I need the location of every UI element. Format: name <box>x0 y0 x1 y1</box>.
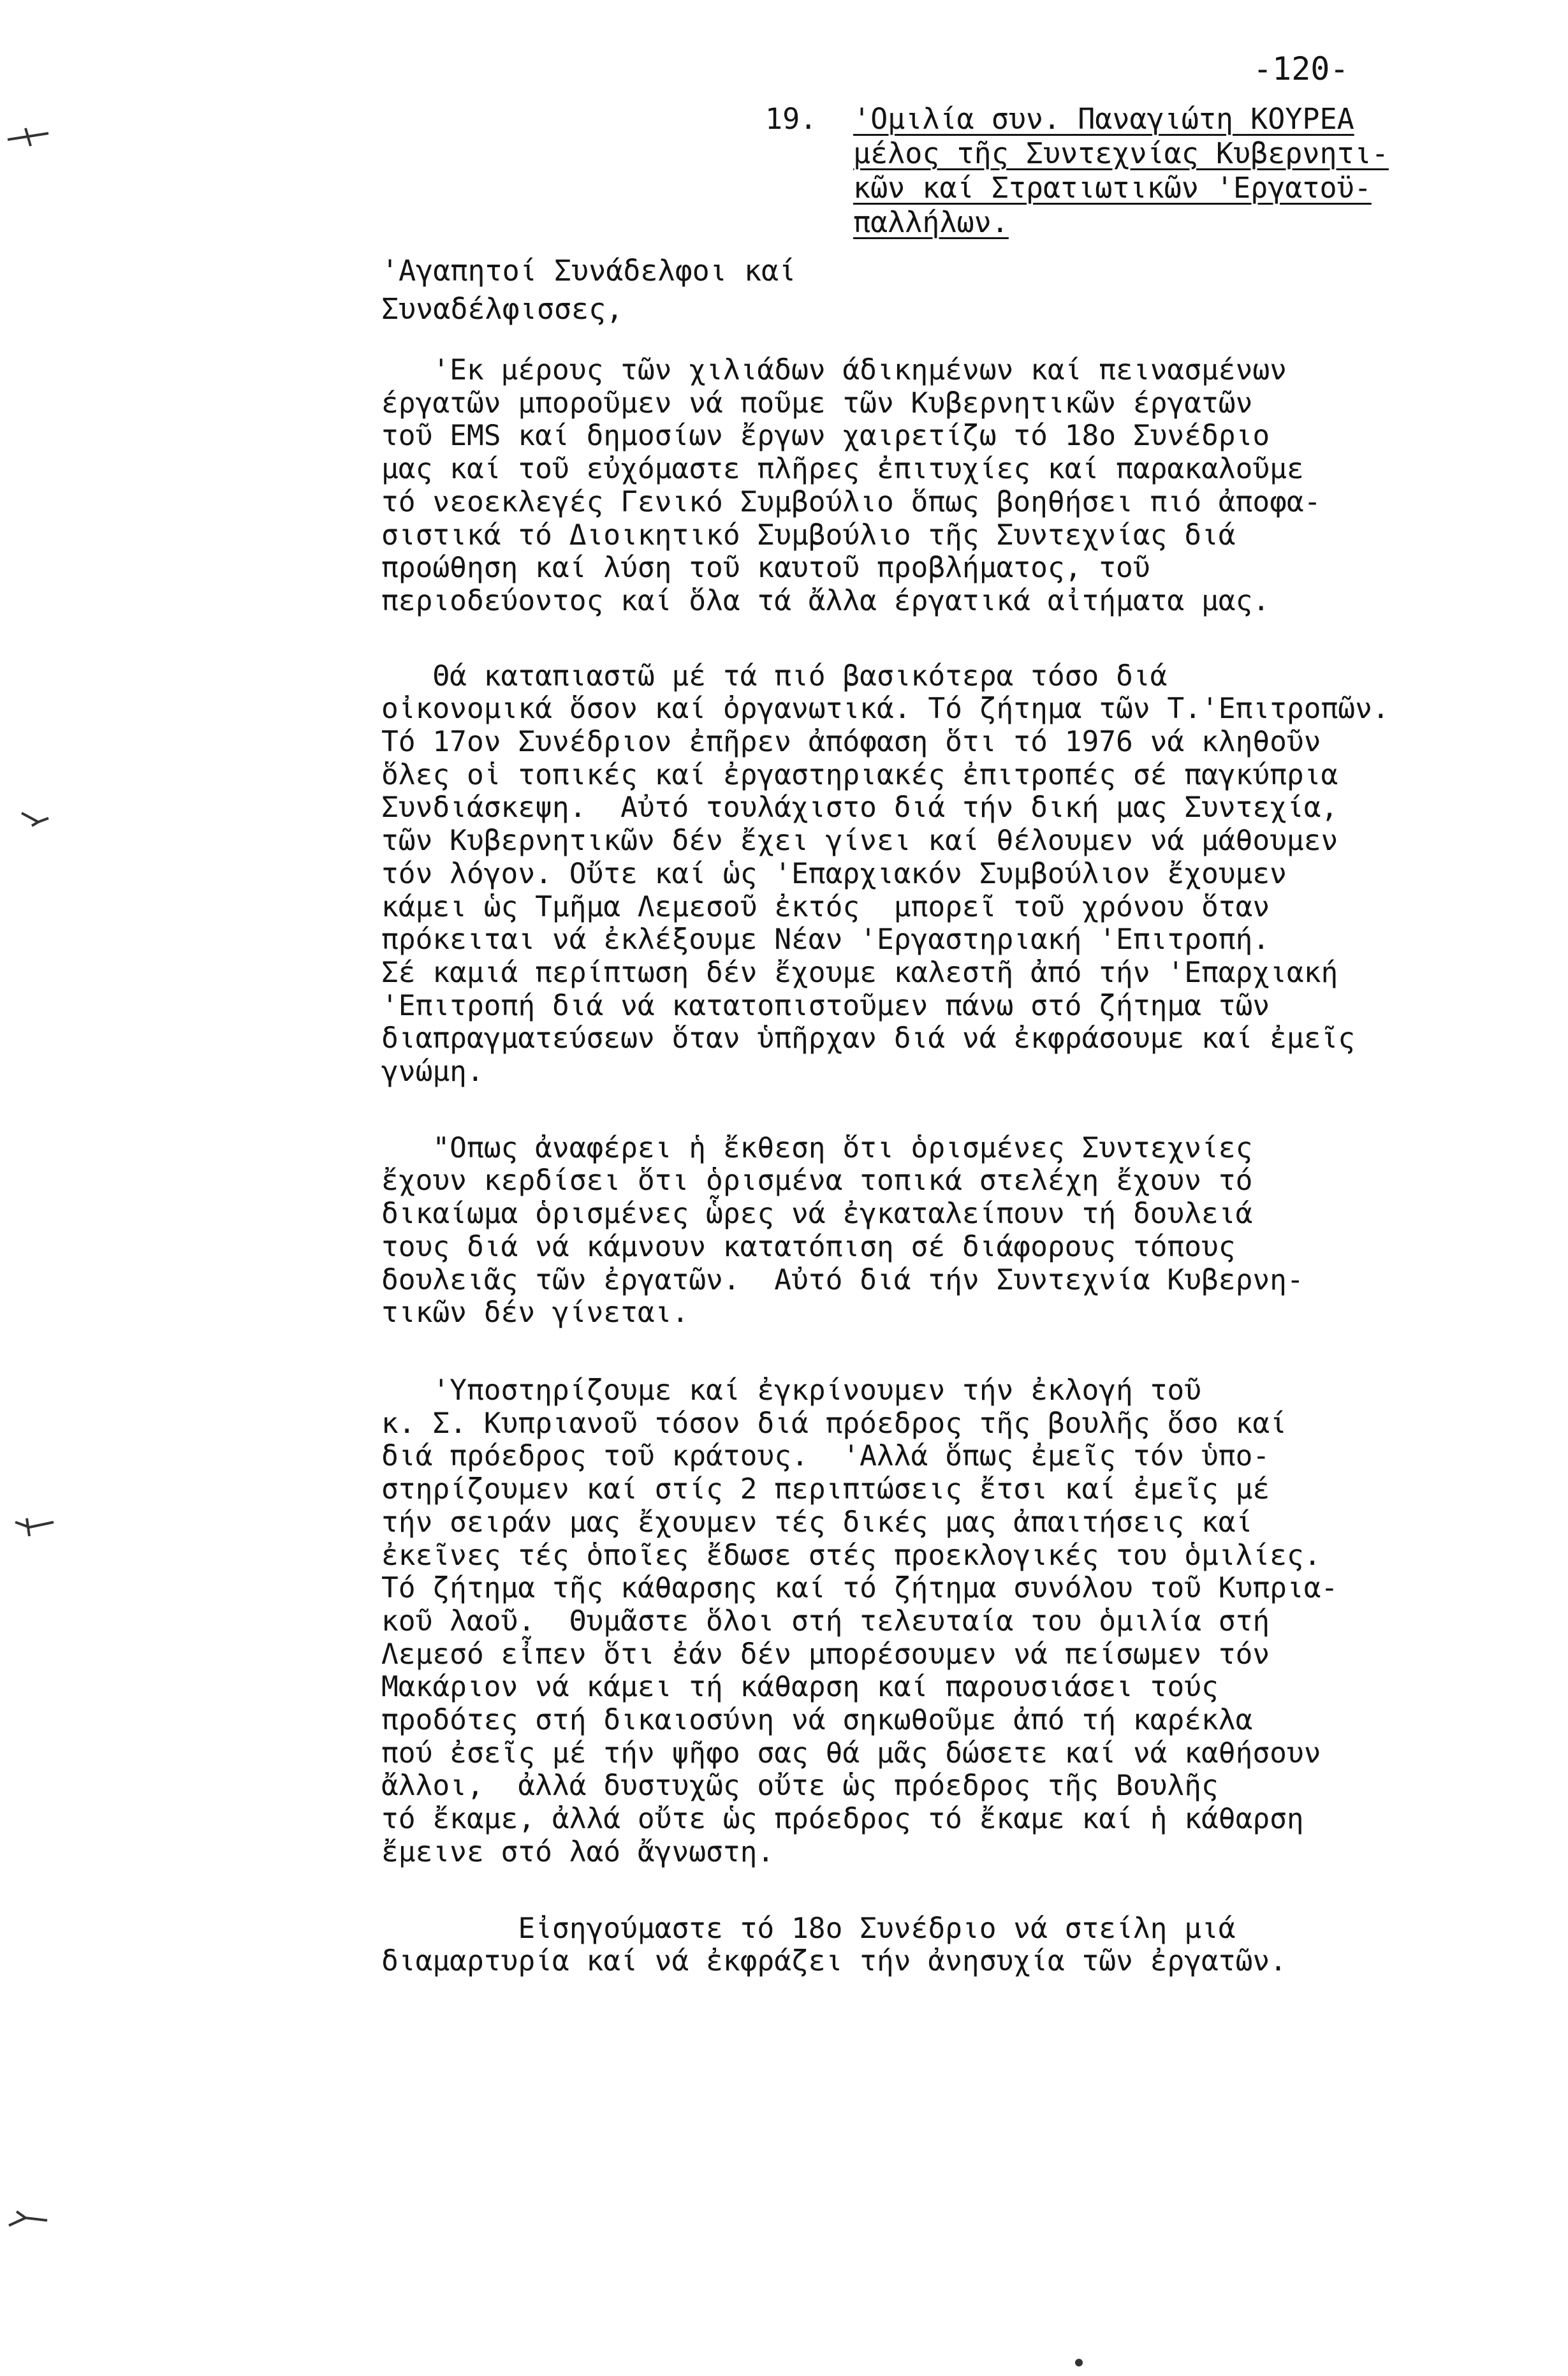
text-line: Θά καταπιαστῶ μέ τά πιό βασικότερα τόσο διά <box>381 659 1168 693</box>
text-line: "Οπως ἀναφέρει ἡ ἔκθεση ὅτι ὁρισμένες Συντεχνίες <box>381 1131 1253 1164</box>
heading-title <box>853 102 1440 240</box>
text-line: δουλειᾶς τῶν ἐργατῶν. Αὐτό διά τήν Συντεχνία Κυβερνη- <box>381 1263 1304 1296</box>
paragraph-support <box>381 1374 1516 1869</box>
text-line: ἄλλοι, ἀλλά δυστυχῶς οὔτε ὡς πρόεδρος τῆς Βουλῆς <box>381 1770 1219 1803</box>
text-line: ἔμεινε στό λαό ἄγνωστη. <box>381 1835 775 1868</box>
text-line: κ. Σ. Κυπριανοῦ τόσον διά πρόεδρος τῆς βουλῆς ὅσο καί <box>381 1407 1287 1440</box>
text-line: τόν λόγον. Οὔτε καί ὡς 'Επαρχιακόν Συμβούλιον ἔχουμεν <box>381 857 1287 890</box>
text-line: μας καί τοῦ εὐχόμαστε πλῆρες ἐπιτυχίες καί παρακαλοῦμε <box>381 453 1304 486</box>
salutation-line: Συναδέλφισσες, <box>381 292 624 326</box>
paragraph-report <box>381 1132 1516 1330</box>
margin-mark <box>1073 2343 1085 2376</box>
text-line: Μακάριον νά κάμει τή κάθαρση καί παρουσιάσει τούς <box>381 1671 1219 1704</box>
text-line: 'Εκ μέρους τῶν χιλιάδων άδικημένων καί πεινασμένων <box>381 354 1287 386</box>
text-line: περιοδεύοντος καί ὅλα τά ἄλλα έργατικά αἰτήματα μας. <box>381 584 1270 617</box>
paragraph-proposal <box>381 1912 1516 1978</box>
text-line: Τό ζήτημα τῆς κάθαρσης καί τό ζήτημα συνόλου τοῦ Κυπρια- <box>381 1572 1338 1605</box>
text-line: τους διά νά κάμνουν κατατόπιση σέ διάφορους τόπους <box>381 1230 1236 1263</box>
text-line: τό ἔκαμε, ἀλλά οὔτε ὡς πρόεδρος τό ἔκαμε καί ἡ κάθαρση <box>381 1803 1304 1836</box>
text-line: σιστικά τό Διοικητικό Συμβούλιο τῆς Συντεχνίας διά <box>381 518 1236 552</box>
heading-line: μέλος τῆς Συντεχνίας Κυβερνητι- <box>853 136 1389 170</box>
text-line: διά πρόεδρος τοῦ κράτους. 'Αλλά ὅπως ἐμεῖς τόν ὑπο- <box>381 1440 1270 1473</box>
text-line: οἰκονομικά ὅσον καί ὀργανωτικά. Τό ζήτημα τῶν Τ.'Επιτροπῶν. <box>381 693 1389 726</box>
text-line: κάμει ὡς Τμῆμα Λεμεσοῦ ἐκτός μπορεῖ τοῦ χρόνου ὅταν <box>381 890 1270 923</box>
text-line: διαπραγματεύσεων ὅταν ὑπῆρχαν διά νά ἐκφράσουμε καί ἐμεῖς <box>381 1022 1356 1055</box>
heading-line: παλλήλων. <box>853 205 1009 239</box>
text-line: 'Υποστηρίζουμε καί ἐγκρίνουμεν τήν ἐκλογή τοῦ <box>381 1374 1201 1407</box>
text-line: Συνδιάσκεψη. Αὐτό τουλάχιστο διά τήν δική μας Συντεχία, <box>381 791 1338 825</box>
margin-mark <box>6 124 51 157</box>
text-line: κοῦ λαοῦ. Θυμᾶστε ὅλοι στή τελευταία του ὁμιλία στή <box>381 1604 1270 1638</box>
text-line: δικαίωμα ὁρισμένες ὧρες νά ἐγκαταλείπουν τή δουλειά <box>381 1198 1253 1231</box>
heading-line: κῶν καί Στρατιωτικῶν 'Εργατοϋ- <box>853 171 1372 205</box>
text-line: γνώμη. <box>381 1055 484 1089</box>
margin-mark <box>6 2206 51 2239</box>
text-line: πού ἐσεῖς μέ τήν ψῆφο σας θά μᾶς δώσετε καί νά καθήσουν <box>381 1736 1321 1770</box>
text-line: προδότες στή δικαιοσύνη νά σηκωθοῦμε ἀπό τή καρέκλα <box>381 1704 1253 1737</box>
text-line: ὅλες οἱ τοπικές καί ἐργαστηριακές ἐπιτροπές σέ παγκύπρια <box>381 758 1338 791</box>
text-line: τοῦ EMS καί δημοσίων ἔργων χαιρετίζω τό 18ο Συνέδριο <box>381 420 1270 453</box>
page-number: -120- <box>1253 50 1349 87</box>
salutation-line: 'Αγαπητοί Συνάδελφοι καί <box>381 254 796 288</box>
heading-line: 'Ομιλία συν. Παναγιώτη ΚΟΥΡΕΑ <box>853 102 1354 136</box>
text-line: πρόκειται νά ἐκλέξουμε Νέαν 'Εργαστηριακή 'Επιτροπή. <box>381 923 1270 957</box>
text-line: ἐκεῖνες τές ὁποῖες ἔδωσε στές προεκλογικές του ὁμιλίες. <box>381 1539 1321 1572</box>
text-line: τῶν Κυβερνητικῶν δέν ἔχει γίνει καί θέλουμεν νά μάθουμεν <box>381 825 1338 858</box>
text-line: διαμαρτυρία καί νά ἐκφράζει τήν ἀνησυχία τῶν ἐργατῶν. <box>381 1945 1287 1978</box>
text-line: τικῶν δέν γίνεται. <box>381 1296 689 1330</box>
margin-mark <box>19 807 51 839</box>
margin-mark <box>13 1514 57 1547</box>
heading-number: 19. <box>765 102 817 136</box>
salutation <box>381 252 796 328</box>
speech-body <box>381 354 1516 1978</box>
text-line: Λεμεσό εἶπεν ὅτι ἐάν δέν μπορέσουμεν νά πείσωμεν τόν <box>381 1638 1270 1671</box>
text-line: έργατῶν μποροῦμεν νά ποῦμε τῶν Κυβερνητικῶν έργατῶν <box>381 386 1253 420</box>
text-line: τό νεοεκλεγές Γενικό Συμβούλιο ὅπως βοηθήσει πιό ἀποφα- <box>381 485 1321 518</box>
text-line: προώθηση καί λύση τοῦ καυτοῦ προβλήματος, τοῦ <box>381 552 1150 585</box>
text-line: 'Επιτροπή διά νά κατατοπιστοῦμεν πάνω στό ζήτημα τῶν <box>381 989 1270 1022</box>
text-line: Τό 17ον Συνέδριον ἐπῆρεν ἀπόφαση ὅτι τό 1976 νά κληθοῦν <box>381 726 1321 759</box>
paragraph-greeting <box>381 354 1516 618</box>
paragraph-committees <box>381 660 1516 1089</box>
text-line: Σέ καμιά περίπτωση δέν ἔχουμε καλεστῆ ἀπό τήν 'Επαρχιακή <box>381 956 1338 989</box>
text-line: τήν σειράν μας ἔχουμεν τές δικές μας ἀπαιτήσεις καί <box>381 1506 1253 1539</box>
text-line: Εἰσηγούμαστε τό 18ο Συνέδριο νά στείλη μιά <box>381 1912 1236 1945</box>
text-line: στηρίζουμεν καί στίς 2 περιπτώσεις ἔτσι καί ἐμεῖς μέ <box>381 1473 1270 1506</box>
text-line: ἔχουν κερδίσει ὅτι ὁρισμένα τοπικά στελέχη ἔχουν τό <box>381 1164 1253 1198</box>
